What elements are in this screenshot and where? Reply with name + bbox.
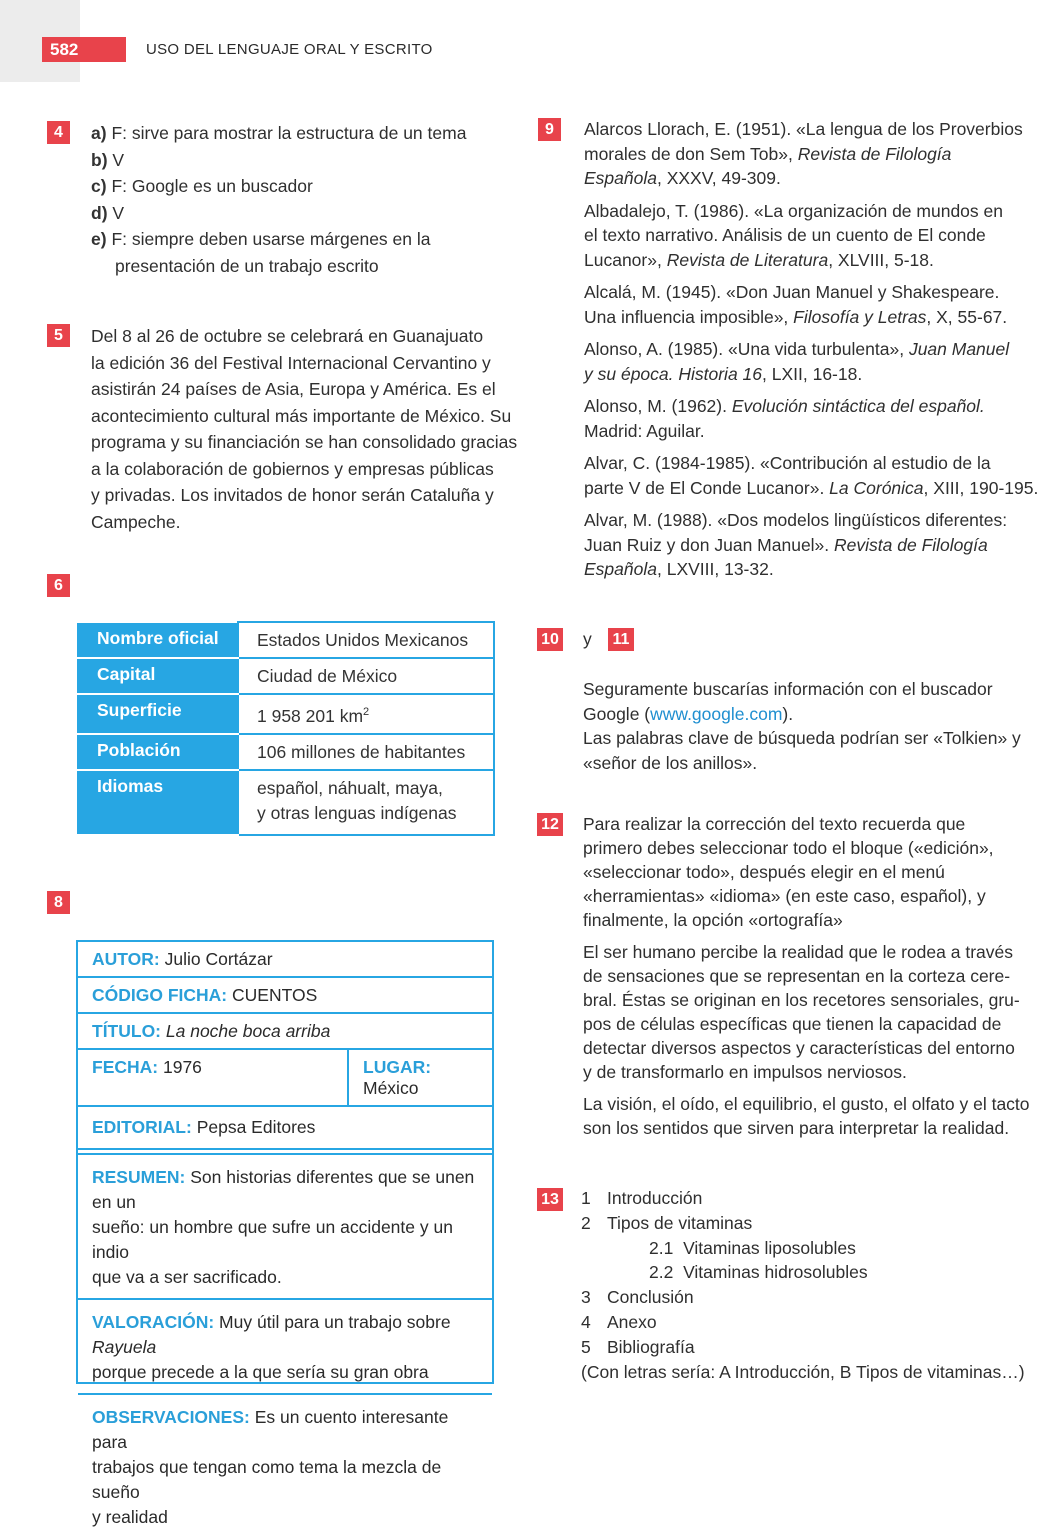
answer-e-cont: presentación de un trabajo escrito bbox=[115, 255, 379, 276]
bibliography-list bbox=[584, 117, 1038, 582]
table-value: 1 958 201 $km^2$ bbox=[238, 694, 494, 734]
card-resumen: RESUMEN: Son historias diferentes que se unen en un sueño: un hombre que sufre un accidente y un indio que va a ser sacrificado. bbox=[78, 1155, 492, 1300]
exercise-number-8: 8 bbox=[47, 891, 70, 914]
table-value: español, náhualt, maya, y otras lenguas indígenas bbox=[238, 770, 494, 835]
table-row bbox=[78, 694, 494, 734]
exercise-number-12: 12 bbox=[537, 813, 563, 836]
card-valoracion: VALORACIÓN: Muy útil para un trabajo sobre Rayuela porque precede a la que sería su gran obra bbox=[78, 1300, 492, 1395]
paragraph: Para realizar la corrección del texto recuerda que primero debes seleccionar todo el bloque («edición», «seleccionar todo», después elegir en el menú «herramientas» «idioma» (en este caso, español), y finalmente, la opción «ortografía» bbox=[583, 814, 994, 930]
card-titulo: TÍTULO: La noche boca arriba bbox=[78, 1014, 492, 1050]
exercise-4-answers bbox=[91, 120, 466, 279]
bibliography-entry: Albadalejo, T. (1986). «La organización de mundos en el texto narrativo. Análisis de un cuento de El conde Lucanor», Revista de Literatura, XLVIII, 5-18. bbox=[584, 200, 1003, 270]
outline-subitem: 2.1 Vitaminas liposolubles bbox=[649, 1237, 856, 1258]
reading-card bbox=[76, 940, 494, 1527]
table-key: Nombre oficial bbox=[78, 622, 238, 658]
page-number: 582 bbox=[42, 37, 126, 62]
card-editorial: EDITORIAL: Pepsa Editores bbox=[78, 1107, 492, 1150]
conjunction-y: y bbox=[583, 629, 592, 649]
exercise-13-outline bbox=[581, 1186, 1025, 1384]
outline-item: 1 Introducción bbox=[581, 1188, 703, 1208]
table-value: 106 millones de habitantes bbox=[238, 734, 494, 770]
outline-item: 5 Bibliografía bbox=[581, 1336, 695, 1357]
exercise-number-11: 11 bbox=[608, 628, 634, 651]
table-value: Ciudad de México bbox=[238, 658, 494, 694]
table-row bbox=[78, 770, 494, 835]
table-key: Población bbox=[78, 734, 238, 770]
answer-b: b) V bbox=[91, 149, 125, 170]
outline-item: 3 Conclusión bbox=[581, 1287, 694, 1308]
exercise-5-text: Del 8 al 26 de octubre se celebrará en Guanajuato la edición 36 del Festival Internacional Cervantino y asistirán 24 países de Asia, Europa y América. Es el acontecimiento cultural más importante de México. Su programa y su financiación se han consolidado gracias a la colaboración de gobiernos y empresas públicas y privadas. Los invitados de honor serán Cataluña y Campeche. bbox=[91, 326, 518, 532]
table-key: Idiomas bbox=[78, 770, 238, 835]
answer-e: e) F: siempre deben usarse márgenes en la bbox=[91, 229, 431, 249]
outline-note: (Con letras sería: A Introducción, B Tipos de vitaminas…) bbox=[581, 1361, 1025, 1382]
card-observaciones: OBSERVACIONES: Es un cuento interesante para trabajos que tengan como tema la mezcla de sueño y realidad bbox=[92, 1407, 449, 1527]
table-value: Estados Unidos Mexicanos bbox=[238, 622, 494, 658]
card-autor: AUTOR: Julio Cortázar bbox=[78, 942, 492, 978]
exercise-number-13: 13 bbox=[537, 1188, 563, 1211]
table-key: Superficie bbox=[78, 694, 238, 734]
table-row bbox=[78, 622, 494, 658]
answer-a: a) F: sirve para mostrar la estructura de un tema bbox=[91, 123, 467, 143]
exercise-number-4: 4 bbox=[47, 121, 70, 144]
country-table bbox=[77, 621, 495, 836]
exercise-12-text bbox=[583, 812, 1030, 1140]
card-fecha: FECHA: 1976 bbox=[78, 1050, 349, 1105]
running-title: USO DEL LENGUAJE ORAL Y ESCRITO bbox=[146, 41, 433, 58]
paragraph: El ser humano percibe la realidad que le rodea a través de sensaciones que se representan en la corteza cere- bral. Éstas se originan en los recetores sensoriales, gru- pos de células específicas que tienen la capacidad de detectar diversos aspectos y características del entorno y de transformarlo en impulsos nerviosos. bbox=[583, 942, 1020, 1082]
outline-item: 2 Tipos de vitaminas bbox=[581, 1212, 753, 1233]
outline-subitem: 2.2 Vitaminas hidrosolubles bbox=[649, 1262, 868, 1283]
exercise-number-9: 9 bbox=[538, 118, 561, 141]
answer-d: d) V bbox=[91, 202, 125, 223]
table-key: Capital bbox=[78, 658, 238, 694]
table-row bbox=[78, 734, 494, 770]
bibliography-entry: Alvar, M. (1988). «Dos modelos lingüísticos diferentes: Juan Ruiz y don Juan Manuel». Revista de Filología Española, LXVIII, 13-32. bbox=[584, 510, 1008, 579]
paragraph: La visión, el oído, el equilibrio, el gusto, el olfato y el tacto son los sentidos que sirven para interpretar la realidad. bbox=[583, 1094, 1030, 1138]
exercise-number-10: 10 bbox=[537, 628, 563, 651]
answer-c: c) F: Google es un buscador bbox=[91, 176, 313, 196]
bibliography-entry: Alonso, A. (1985). «Una vida turbulenta», Juan Manuel y su época. Historia 16, LXII, 16-18. bbox=[584, 339, 1010, 384]
table-row bbox=[78, 658, 494, 694]
card-fecha-lugar bbox=[78, 1050, 492, 1107]
card-codigo: CÓDIGO FICHA: CUENTOS bbox=[78, 978, 492, 1014]
exercise-number-5: 5 bbox=[47, 324, 70, 347]
exercise-10-11-text: Seguramente buscarías información con el buscador Google (www.google.com). Las palabras clave de búsqueda podrían ser «Tolkien» y «señor de los anillos». bbox=[583, 679, 1021, 773]
bibliography-entry: Alvar, C. (1984-1985). «Contribución al estudio de la parte V de El Conde Lucanor». La Corónica, XIII, 190-195. bbox=[584, 453, 1039, 498]
bibliography-entry: Alonso, M. (1962). Evolución sintáctica del español. Madrid: Aguilar. bbox=[584, 396, 985, 441]
google-link[interactable]: www.google.com bbox=[650, 703, 783, 724]
bibliography-entry: Alcalá, M. (1945). «Don Juan Manuel y Shakespeare. Una influencia imposible», Filosofía y Letras, X, 55-67. bbox=[584, 282, 1008, 327]
outline-item: 4 Anexo bbox=[581, 1311, 657, 1332]
bibliography-entry: Alarcos Llorach, E. (1951). «La lengua de los Proverbios morales de don Sem Tob», Revista de Filología Española, XXXV, 49-309. bbox=[584, 119, 1023, 188]
card-lugar: LUGAR: México bbox=[363, 1057, 432, 1098]
exercise-number-6: 6 bbox=[47, 574, 70, 597]
